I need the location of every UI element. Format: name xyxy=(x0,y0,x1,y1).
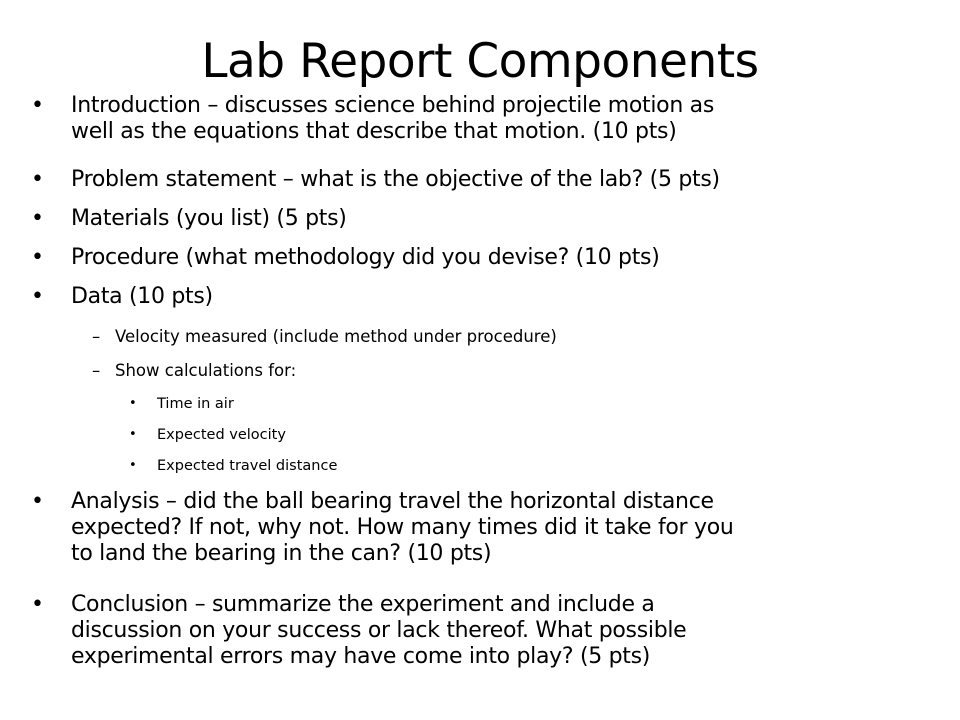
bullet-analysis xyxy=(31,489,734,567)
bullet-text: to land the bearing in the can? (10 pts) xyxy=(71,541,492,566)
bullet-text: experimental errors may have come into play? (5 pts) xyxy=(71,644,651,669)
bullet-introduction xyxy=(31,93,715,145)
bullet-dot-icon: • xyxy=(31,284,44,309)
bullet-materials xyxy=(31,206,347,232)
bullet-text: Procedure (what methodology did you devise? (10 pts) xyxy=(71,245,660,270)
bullet-text: expected? If not, why not. How many times did it take for you xyxy=(71,515,734,540)
bullet-dot-icon: • xyxy=(31,489,44,514)
bullet-text: Introduction – discusses science behind projectile motion as xyxy=(71,93,715,118)
bullet-dot-icon: • xyxy=(129,396,137,411)
bullet-dot-icon: • xyxy=(31,592,44,617)
third-bullet-text: Expected velocity xyxy=(157,427,286,443)
bullet-procedure xyxy=(31,245,660,271)
third-bullet-expected-velocity xyxy=(129,425,286,445)
sub-bullet-velocity xyxy=(92,326,557,348)
bullet-dot-icon: • xyxy=(31,167,44,192)
third-bullet-time-in-air xyxy=(129,394,234,414)
slide-title: Lab Report Components xyxy=(201,34,759,89)
bullet-text: Problem statement – what is the objective of the lab? (5 pts) xyxy=(71,167,720,192)
sub-bullet-calculations xyxy=(92,360,297,382)
bullet-dot-icon: • xyxy=(31,206,44,231)
bullet-text: Conclusion – summarize the experiment and include a xyxy=(71,592,655,617)
bullet-text: Data (10 pts) xyxy=(71,284,213,309)
sub-bullet-text: Show calculations for: xyxy=(115,361,297,380)
bullet-problem-statement xyxy=(31,167,720,193)
dash-icon: – xyxy=(92,361,101,380)
bullet-text: discussion on your success or lack thereof. What possible xyxy=(71,618,687,643)
bullet-text: well as the equations that describe that motion. (10 pts) xyxy=(71,119,677,144)
bullet-dot-icon: • xyxy=(31,245,44,270)
third-bullet-expected-distance xyxy=(129,456,338,476)
sub-bullet-text: Velocity measured (include method under procedure) xyxy=(115,327,557,346)
bullet-text: Materials (you list) (5 pts) xyxy=(71,206,347,231)
bullet-dot-icon: • xyxy=(31,93,44,118)
bullet-data xyxy=(31,284,213,310)
dash-icon: – xyxy=(92,327,101,346)
bullet-text: Analysis – did the ball bearing travel the horizontal distance xyxy=(71,489,714,514)
third-bullet-text: Time in air xyxy=(157,396,234,412)
third-bullet-text: Expected travel distance xyxy=(157,458,338,474)
bullet-dot-icon: • xyxy=(129,427,137,442)
bullet-conclusion xyxy=(31,592,687,670)
bullet-dot-icon: • xyxy=(129,458,137,473)
